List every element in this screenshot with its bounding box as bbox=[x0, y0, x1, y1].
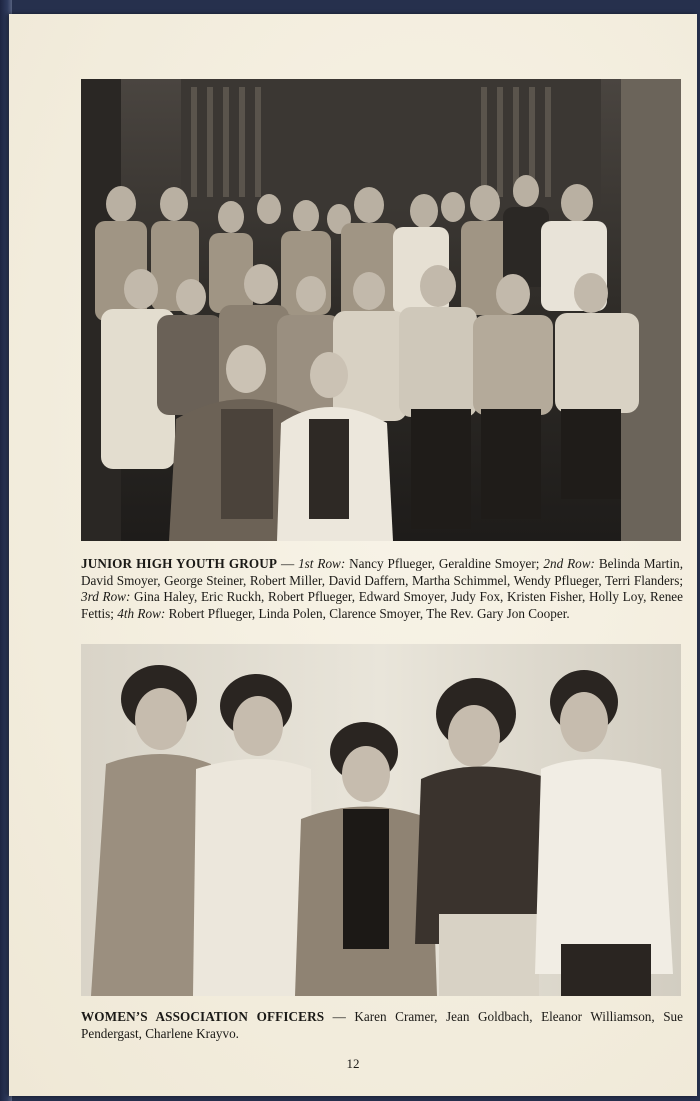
page-number: 12 bbox=[346, 1056, 360, 1071]
womens-association-photo bbox=[81, 644, 681, 996]
group-photo-icon bbox=[81, 644, 681, 996]
caption-dash: — bbox=[324, 1009, 355, 1024]
youth-group-caption bbox=[81, 556, 683, 622]
row-label-4: 4th Row: bbox=[117, 605, 166, 621]
group-photo-icon bbox=[81, 79, 681, 541]
caption-dash: — bbox=[277, 556, 299, 571]
youth-group-photo bbox=[81, 79, 681, 541]
womens-association-caption bbox=[81, 1009, 683, 1042]
youth-group-title: JUNIOR HIGH YOUTH GROUP bbox=[81, 556, 278, 571]
row-names-4: Robert Pflueger, Linda Polen, Clarence Smoyer, The Rev. Gary Jon Cooper. bbox=[165, 605, 570, 621]
yearbook-page bbox=[9, 14, 697, 1096]
row-names-1: Nancy Pflueger, Geraldine Smoyer; bbox=[345, 556, 544, 571]
womens-association-title: WOMEN’S ASSOCIATION OFFICERS bbox=[81, 1009, 325, 1024]
row-label-2: 2nd Row: bbox=[543, 556, 595, 571]
row-label-1: 1st Row: bbox=[298, 556, 346, 571]
row-label-3: 3rd Row: bbox=[81, 589, 131, 605]
row-names-3: Gina Haley, Eric Ruckh, Robert Pflueger, Edward Smoyer, Judy Fox, Kristen Fisher, Holly Loy, Renee Fettis; bbox=[81, 589, 683, 621]
row-names-2: Belinda Martin, David Smoyer, George Steiner, Robert Miller, David Daffern, Martha Schimmel, Wendy Pflueger, Terri Flanders; bbox=[81, 556, 684, 588]
womens-association-names: Karen Cramer, Jean Goldbach, Eleanor Williamson, Sue Pendergast, Charlene Krayvo. bbox=[81, 1009, 683, 1041]
